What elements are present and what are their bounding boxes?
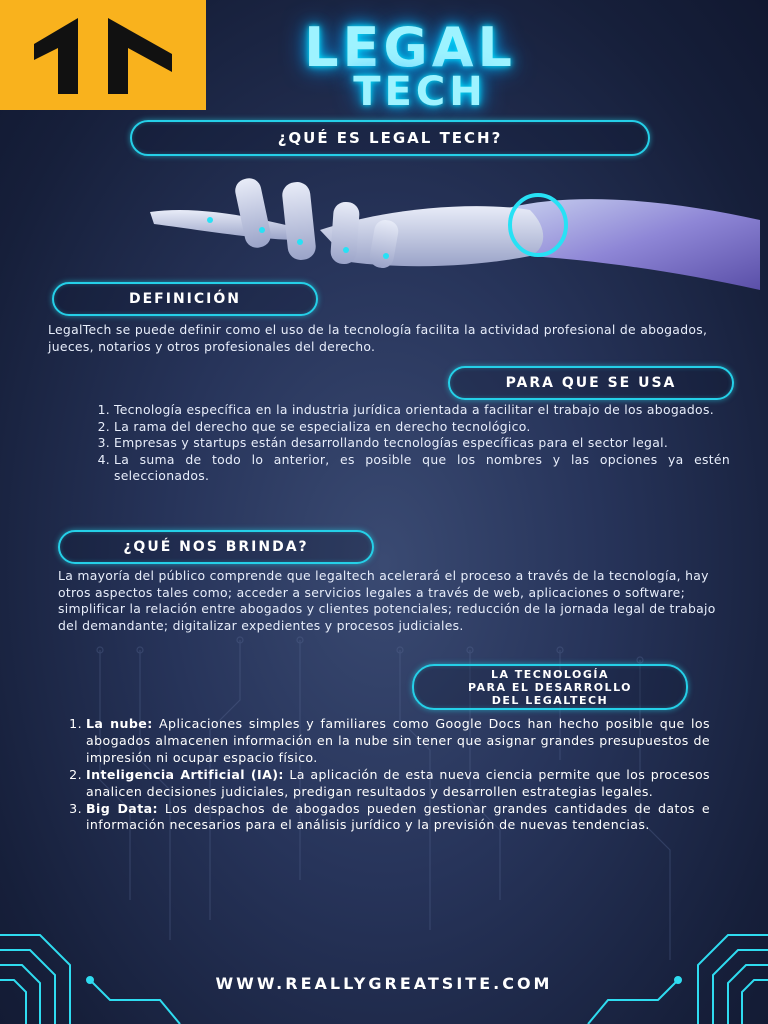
list-item: 2. La rama del derecho que se especializa en derecho tecnológico. xyxy=(97,418,531,434)
list-item-term: Big Data: xyxy=(86,800,158,816)
list-item-text: La suma de todo lo anterior, es posible que los nombres y las opciones ya estén seleccionados. xyxy=(114,451,730,483)
robot-hand-icon xyxy=(150,170,760,300)
list-item: 1. Tecnología específica en la industria jurídica orientada a facilitar el trabajo de los abogados. xyxy=(97,402,714,417)
list-item: 1. La nube: Aplicaciones simples y familiares como Google Docs han hecho posible que los abogados almacenen información en la nube sin tener que asignar grandes presupuestos de impresión ni ocupar espacio físico. xyxy=(69,716,710,765)
list-item-text: La rama del derecho que se especializa en derecho tecnológico. xyxy=(114,418,531,434)
list-item: 2. Inteligencia Artificial (IA): La aplicación de esta nueva ciencia permite que los procesos analicen decisiones judiciales, predigan resultados y desarrollen estrategias legales. xyxy=(69,766,711,799)
technology-heading-line: LA TECNOLOGÍA xyxy=(490,667,610,681)
logo xyxy=(0,0,206,110)
list-item-text: Empresas y startups están desarrollando tecnologías específicas para el sector legal. xyxy=(114,435,669,450)
list-item-text: La aplicación de esta nueva ciencia permite que los procesos analicen decisiones judiciales, predigan resultados y desarrollen estrategias legales. xyxy=(86,766,711,799)
offers-text: La mayoría del público comprende que legaltech acelerará el proceso a través de la tecnología, hay otros aspectos tales como; acceder a servicios legales a través de web, aplicaciones o software; simplificar la relación entre abogados y clientes potenciales; reducción de la jornada legal de trabajo del demandante; digitalizar expedientes y procesos judiciales. xyxy=(58,568,716,633)
title-line-2: TECH xyxy=(353,69,487,115)
website-link[interactable]: WWW.REALLYGREATSITE.COM xyxy=(215,974,553,993)
uses-list xyxy=(84,402,730,485)
what-is-heading: ¿QUÉ ES LEGAL TECH? xyxy=(130,120,650,156)
definition-heading: DEFINICIÓN xyxy=(52,282,318,316)
list-item-text: Los despachos de abogados pueden gestionar grandes cantidades de datos e información necesarios para el análisis jurídico y la previsión de nuevas tendencias. xyxy=(86,800,710,833)
definition-text: LegalTech se puede definir como el uso de la tecnología facilita la actividad profesional de abogados, jueces, notarios y otros profesionales del derecho. xyxy=(48,322,708,354)
offers-heading: ¿QUÉ NOS BRINDA? xyxy=(58,530,374,564)
list-item: 3. Big Data: Los despachos de abogados pueden gestionar grandes cantidades de datos e información necesarios para el análisis jurídico y la previsión de nuevas tendencias. xyxy=(69,800,710,833)
list-item: 4. La suma de todo lo anterior, es posible que los nombres y las opciones ya estén seleccionados. xyxy=(97,451,730,483)
list-item-term: Inteligencia Artificial (IA): xyxy=(86,766,284,782)
technology-heading xyxy=(412,664,688,710)
arrow-logo-icon xyxy=(28,14,178,96)
list-item-text: Aplicaciones simples y familiares como Google Docs han hecho posible que los abogados almacenen información en la nube sin tener que asignar grandes presupuestos de impresión ni ocupar espacio físico. xyxy=(86,716,710,765)
list-item-term: La nube: xyxy=(86,716,153,731)
technology-list xyxy=(56,716,710,834)
list-item: 3. Empresas y startups están desarrollando tecnologías específicas para el sector legal. xyxy=(97,435,669,450)
uses-heading: PARA QUE SE USA xyxy=(448,366,734,400)
technology-heading-line: PARA EL DESARROLLO xyxy=(467,680,633,694)
technology-heading-line: DEL LEGALTECH xyxy=(491,693,609,707)
list-item-text: Tecnología específica en la industria jurídica orientada a facilitar el trabajo de los abogados. xyxy=(114,402,714,417)
title-line-1: LEGAL xyxy=(304,16,516,79)
